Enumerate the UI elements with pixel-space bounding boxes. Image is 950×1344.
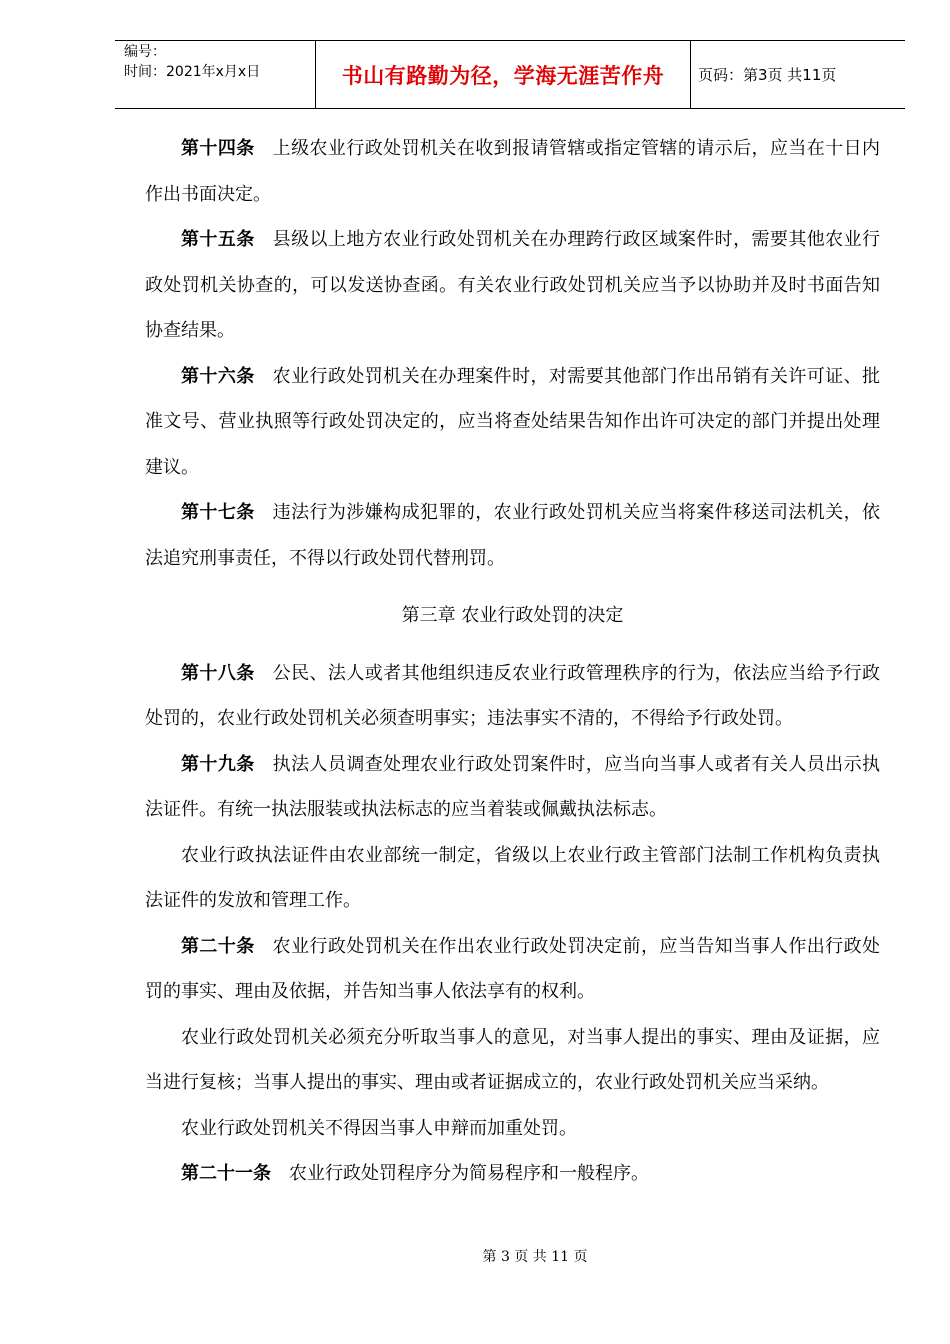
- article-text: 农业行政处罚机关在作出农业行政处罚决定前，应当告知当事人作出行政处罚的事实、理由及依据，并告知当事人依法享有的权利。: [145, 935, 881, 1002]
- article-text: 执法人员调查处理农业行政处罚案件时，应当向当事人或者有关人员出示执法证件。有统一执法服装或执法标志的应当着装或佩戴执法标志。: [145, 753, 881, 820]
- article-text: 县级以上地方农业行政处罚机关在办理跨行政区域案件时，需要其他农业行政处罚机关协查的，可以发送协查函。有关农业行政处罚机关应当予以协助并及时书面告知协查结果。: [145, 229, 881, 341]
- article-16: [145, 354, 880, 491]
- header-page-info: 页码：第3页 共11页: [698, 66, 837, 84]
- article-number: 第二十条: [181, 935, 255, 957]
- article-number: 第十五条: [181, 229, 255, 250]
- article-20-para-3: [145, 1106, 880, 1152]
- number-label: 编号：: [124, 44, 166, 60]
- paragraph-text: 农业行政处罚机关不得因当事人申辩而加重处罚。: [181, 1117, 577, 1139]
- article-number: 第十九条: [181, 753, 255, 775]
- paragraph-text: 农业行政处罚机关必须充分听取当事人的意见，对当事人提出的事实、理由及证据，应当进行复核；当事人提出的事实、理由或者证据成立的，农业行政处罚机关应当采纳。: [145, 1026, 880, 1093]
- page-footer: 第 3 页 共 11 页: [482, 1249, 588, 1265]
- article-number: 第十四条: [181, 138, 255, 159]
- article-21: [145, 1151, 880, 1197]
- header-motto: 书山有路勤为径，学海无涯苦作舟: [315, 41, 691, 108]
- article-number: 第十八条: [181, 662, 255, 684]
- article-20: [145, 924, 880, 1015]
- article-text: 公民、法人或者其他组织违反农业行政管理秩序的行为，依法应当给予行政处罚的，农业行政处罚机关必须查明事实；违法事实不清的，不得给予行政处罚。: [145, 662, 881, 729]
- time-label: 时间：2021年x月x日: [124, 64, 261, 80]
- article-17: [145, 490, 880, 581]
- article-text: 违法行为涉嫌构成犯罪的，农业行政处罚机关应当将案件移送司法机关，依法追究刑事责任，不得以行政处罚代替刑罚。: [145, 502, 881, 569]
- article-14: [145, 126, 880, 217]
- article-19-para-2: [145, 833, 880, 924]
- article-19: [145, 742, 880, 833]
- article-20-para-2: [145, 1015, 880, 1106]
- article-15: [145, 217, 880, 354]
- paragraph-text: 农业行政执法证件由农业部统一制定，省级以上农业行政主管部门法制工作机构负责执法证件的发放和管理工作。: [145, 844, 880, 911]
- article-text: 上级农业行政处罚机关在收到报请管辖或指定管辖的请示后，应当在十日内作出书面决定。: [145, 138, 881, 205]
- chapter-title: 第三章 农业行政处罚的决定: [401, 605, 624, 626]
- header-meta: [115, 41, 315, 108]
- article-number: 第二十一条: [181, 1163, 271, 1184]
- article-18: [145, 651, 880, 742]
- article-number: 第十七条: [181, 502, 255, 523]
- article-text: 农业行政处罚程序分为简易程序和一般程序。: [289, 1163, 649, 1184]
- document-body: [145, 126, 880, 1197]
- article-text: 农业行政处罚机关在办理案件时，对需要其他部门作出吊销有关许可证、批准文号、营业执照等行政处罚决定的，应当将查处结果告知作出许可决定的部门并提出处理建议。: [145, 365, 881, 478]
- page-header: [115, 40, 905, 109]
- article-number: 第十六条: [181, 365, 255, 387]
